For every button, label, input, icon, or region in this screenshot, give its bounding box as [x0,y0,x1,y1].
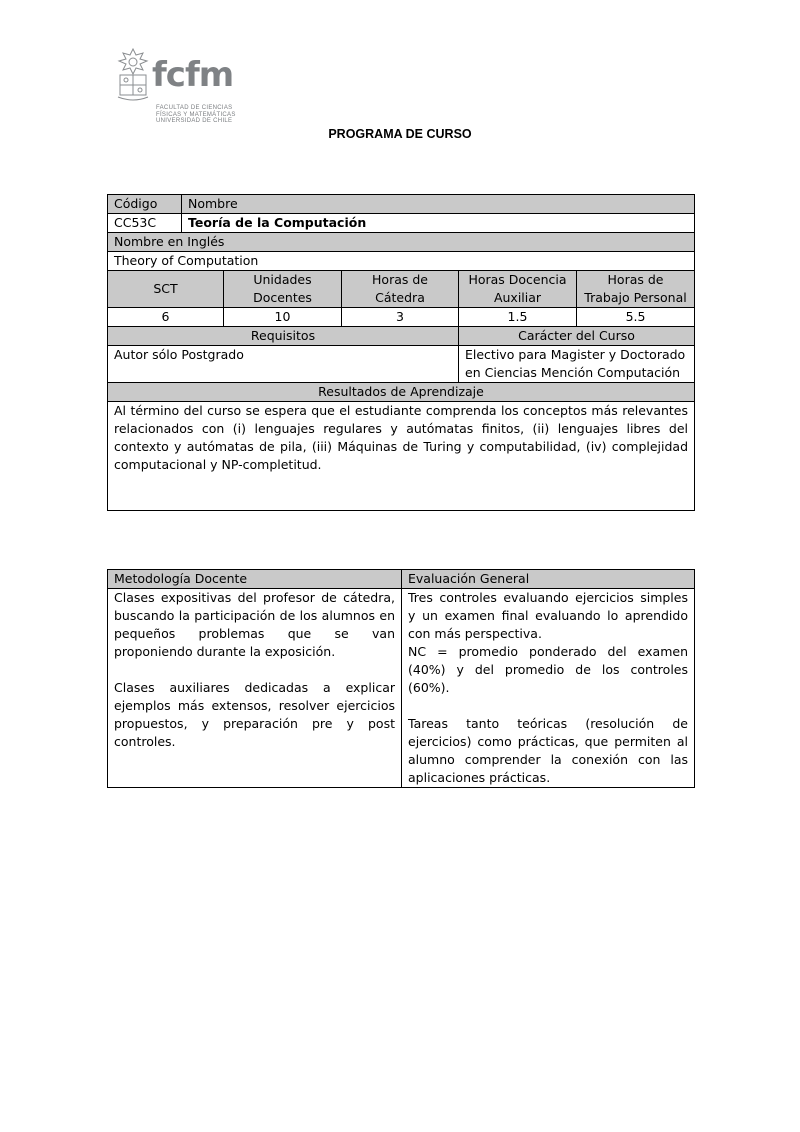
course-name: Teoría de la Computación [182,214,695,233]
course-code: CC53C [108,214,182,233]
code-header: Código [108,195,182,214]
university-crest-icon [114,47,152,103]
personal-hours-value: 5.5 [577,308,695,327]
requisites-value: Autor sólo Postgrado [108,346,459,383]
logo-subtitle: FACULTAD DE CIENCIAS FÍSICAS Y MATEMÁTICAS UNIVERSIDAD DE CHILE [156,105,236,124]
personal-hours-header: Horas de Trabajo Personal [577,271,695,308]
units-header: Unidades Docentes [224,271,342,308]
name-header: Nombre [182,195,695,214]
english-name: Theory of Computation [108,252,695,271]
requisites-header: Requisitos [108,327,459,346]
units-value: 10 [224,308,342,327]
methodology-header: Metodología Docente [108,570,402,589]
learning-outcomes-header: Resultados de Aprendizaje [108,383,695,402]
course-info-table [107,194,695,511]
lecture-hours-value: 3 [342,308,459,327]
methodology-paragraph: Clases expositivas del profesor de cátedra, buscando la participación de los alumnos en pequeños problemas que se van proponiendo durante la exposición. [114,590,395,659]
methodology-paragraph: Clases auxiliares dedicadas a explicar ejemplos más extensos, resolver ejercicios propuestos, y preparación pre y post controles. [114,680,395,749]
faculty-logo [110,45,240,130]
evaluation-header: Evaluación General [402,570,695,589]
lecture-hours-header: Horas de Cátedra [342,271,459,308]
methodology-table [107,569,695,788]
english-name-header: Nombre en Inglés [108,233,695,252]
page-title: PROGRAMA DE CURSO [328,127,472,141]
methodology-content [108,589,402,788]
sct-header: SCT [108,271,224,308]
evaluation-content [402,589,695,788]
sct-value: 6 [108,308,224,327]
evaluation-paragraph: Tareas tanto teóricas (resolución de ejercicios) como prácticas, que permiten al alumno comprender la conexión con las aplicaciones prácticas. [408,716,688,785]
evaluation-paragraph: Tres controles evaluando ejercicios simples y un examen final evaluando lo aprendido con más perspectiva. [408,590,688,641]
learning-outcomes: Al término del curso se espera que el estudiante comprenda los conceptos más relevantes relacionados con (i) lenguajes regulares y autómatas finitos, (ii) lenguajes libres del contexto y autómatas de pila, (iii) Máquinas de Turing y computabilidad, (iv) complejidad computacional y NP-completitud. [108,402,695,511]
auxiliary-hours-header: Horas Docencia Auxiliar [459,271,577,308]
logo-wordmark: fcfm [152,55,234,95]
auxiliary-hours-value: 1.5 [459,308,577,327]
course-type-value: Electivo para Magister y Doctorado en Ciencias Mención Computación [459,346,695,383]
evaluation-paragraph: NC = promedio ponderado del examen (40%) y del promedio de los controles (60%). [408,644,688,695]
course-type-header: Carácter del Curso [459,327,695,346]
